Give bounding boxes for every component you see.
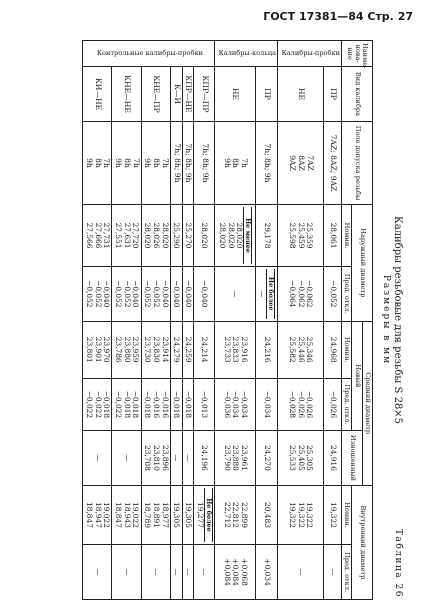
- col-outer-tolerance: Пред. откл.: [342, 266, 352, 321]
- cell-tolerance-value: 9h: [114, 158, 124, 168]
- cell-outer-nom-value: 27,631: [122, 222, 132, 249]
- cell-mid-nom-value: 24,279: [172, 336, 182, 363]
- cell-inner-nom-value: 18,847: [85, 502, 95, 528]
- cell-inner-tol-value: +0,068: [239, 558, 249, 586]
- table-row: [141, 41, 170, 600]
- table-row: [112, 41, 141, 600]
- cell-tolerance-value: 7h: [240, 158, 250, 168]
- cell-mid-worn-value: 25,533: [288, 444, 298, 471]
- cell-mid-tol: [323, 378, 341, 430]
- cell-tolerance-value: 9h: [85, 158, 95, 168]
- cell-mid-tol-value: −0,022: [114, 390, 124, 419]
- cell-outer-tol-value: —: [231, 290, 241, 298]
- cell-mid-nom-value: 23,833: [231, 336, 241, 363]
- cell-mid-tol: [215, 378, 256, 430]
- cell-inner-nom-value: 19,322: [305, 502, 315, 528]
- cell-mid-nom-value: 23,801: [85, 336, 95, 363]
- cell-mid-nom: [278, 321, 324, 378]
- cell-outer-tol: [323, 266, 341, 321]
- cell-outer-tol: [83, 266, 112, 321]
- cell-mid-tol-value: −0,034: [231, 390, 241, 419]
- cell-mid-tol-value: −0,013: [200, 390, 210, 419]
- table-row: [170, 41, 182, 600]
- gauge-kind: КПР—ПР: [194, 67, 215, 122]
- cell-outer-nom: [141, 205, 170, 267]
- gauge-table: [82, 40, 373, 600]
- cell-outer-tol: [170, 266, 182, 321]
- cell-outer-nom-value: 28,061: [328, 222, 338, 249]
- cell-tolerance-value: 7h; 8h; 9h: [200, 143, 210, 183]
- cell-inner-nom: [112, 485, 141, 544]
- table-row: [83, 41, 112, 600]
- cell-outer-nom: [215, 205, 256, 267]
- cell-outer-nom-value: 27,720: [131, 222, 141, 249]
- group-label-text: Контрольные калибры-пробки: [97, 48, 204, 57]
- cell-mid-tol: [278, 378, 324, 430]
- cell-inner-nom: [255, 485, 277, 544]
- cell-mid-nom-value: 24,259: [184, 336, 194, 363]
- cell-mid-nom: [83, 321, 112, 378]
- cell-mid-worn-value: 25,305: [305, 444, 315, 471]
- cell-outer-tol-value: −0,040: [200, 280, 210, 308]
- cell-outer-tol-value: −0,052: [122, 280, 132, 308]
- cell-tolerance-value: 7h; 8h; 9h: [262, 143, 272, 183]
- cell-inner-tol-value: —: [328, 568, 338, 576]
- cell-outer-nom-value: 25,598: [288, 222, 298, 249]
- cell-mid-worn-value: 24,196: [200, 444, 210, 471]
- cell-outer-nom: [170, 205, 182, 267]
- cell-mid-nom-value: 23,733: [222, 336, 232, 363]
- cell-outer-tol-value: —: [258, 290, 268, 298]
- cell-mid-nom: [255, 321, 277, 378]
- cell-mid-nom-value: 24,968: [328, 336, 338, 363]
- cell-inner-nom: [141, 485, 170, 544]
- cell-outer-tol-value: −0,062: [296, 280, 306, 308]
- cell-inner-tol: [141, 545, 170, 600]
- cell-inner-tol: [182, 545, 194, 600]
- cell-inner-nom: [323, 485, 341, 544]
- table-subtitle: Размеры в мм: [381, 274, 391, 366]
- cell-inner-nom-value: 18,891: [152, 502, 161, 528]
- cell-mid-tol-value: −0,026: [305, 390, 315, 419]
- col-mid-new: Новый: [352, 321, 362, 430]
- cell-inner-nom-value: 19,322: [328, 502, 338, 528]
- cell-mid-tol: [170, 378, 182, 430]
- cell-inner-tol: [255, 545, 277, 600]
- cell-mid-nom: [215, 321, 256, 378]
- cell-tolerance: [194, 121, 215, 204]
- cell-mid-nom-value: 23,786: [114, 336, 124, 363]
- cell-outer-tol: [112, 266, 141, 321]
- cell-inner-tol: [194, 545, 215, 600]
- cell-mid-nom-value: 23,914: [160, 336, 170, 363]
- cell-outer-tol-value: −0,052: [85, 280, 95, 308]
- cell-mid-tol-value: −0,018: [102, 390, 112, 419]
- cell-mid-tol-value: −0,018: [143, 390, 153, 419]
- cell-mid-worn: [255, 431, 277, 486]
- cell-inner-nom-value: 19,305: [172, 502, 182, 528]
- cell-outer-nom-value: 28,020: [226, 222, 236, 249]
- cell-mid-worn: [194, 431, 215, 486]
- cell-outer-nom-value: 27,566: [85, 222, 95, 249]
- cell-inner-nom-value: 22,712: [222, 502, 232, 528]
- cell-outer-tol: [215, 266, 256, 321]
- group-label: [278, 41, 342, 67]
- cell-outer-nom-value: 28,020: [218, 222, 228, 249]
- cell-inner-tol: [215, 545, 256, 600]
- cell-mid-nom-value: 24,216: [262, 336, 272, 363]
- cell-outer-nom-value: 28,020: [143, 222, 153, 249]
- cell-inner-nom-value: 19,322: [288, 502, 298, 528]
- cell-tolerance: [141, 121, 170, 204]
- cell-inner-nom: [278, 485, 324, 544]
- cell-inner-nom-value: 18,943: [122, 502, 132, 528]
- cell-mid-nom-value: 23,970: [102, 336, 112, 363]
- gauge-kind: ПР: [323, 67, 341, 122]
- group-label: [215, 41, 278, 67]
- group-label-text: Калибры-кольца: [218, 48, 277, 57]
- col-inner-diameter: Внутренний диаметр: [352, 485, 373, 599]
- cell-mid-worn-value: —: [184, 454, 194, 462]
- cell-tolerance-value: 7AZ: [305, 155, 315, 171]
- cell-tolerance-value: 7h: [160, 158, 170, 168]
- gauge-kind: КПР—НЕ: [182, 67, 194, 122]
- table-head: [342, 41, 373, 600]
- cell-outer-tol: [255, 266, 277, 321]
- cell-tolerance: [170, 121, 182, 204]
- cell-outer-tol-value: −0,040: [184, 280, 194, 308]
- cell-mid-worn-value: —: [172, 454, 182, 462]
- gauge-kind: К—И: [170, 67, 182, 122]
- col-mid-tolerance: Пред. откл.: [342, 378, 352, 430]
- cell-mid-nom: [112, 321, 141, 378]
- cell-mid-worn-value: 24,270: [262, 444, 272, 471]
- cell-outer-nom-value: 28,026: [152, 222, 161, 249]
- table-number: Таблица 26: [393, 529, 403, 598]
- cell-outer-tol-value: −0,052: [114, 280, 124, 308]
- cell-mid-worn: [278, 431, 324, 486]
- cell-inner-nom-value: 18,847: [114, 502, 124, 528]
- cell-tolerance-value: 9AZ: [288, 155, 298, 171]
- cell-mid-tol-value: −0,036: [222, 390, 232, 419]
- cell-outer-nom: [83, 205, 112, 267]
- cell-inner-tol-value: +0,034: [262, 558, 272, 586]
- gauge-kind: НЕ: [215, 67, 256, 122]
- table-title: Калибры резьбовые для резьбы S 28×5: [392, 215, 403, 425]
- cell-inner-nom-value: 22,899: [239, 502, 249, 528]
- cell-outer-nom: [255, 205, 277, 267]
- cell-inner-tol-value: —: [184, 568, 194, 576]
- cell-inner-tol-value: —: [122, 568, 132, 576]
- cell-mid-tol-value: −0,018: [172, 390, 182, 419]
- cell-mid-worn: [83, 431, 112, 486]
- cell-inner-tol: [278, 545, 324, 600]
- col-name: Наименование: [342, 41, 373, 67]
- cell-outer-nom-value: 27,551: [114, 222, 124, 249]
- cell-mid-nom-value: 23,916: [239, 336, 249, 363]
- cell-mid-tol-value: −0,022: [85, 390, 95, 419]
- cell-tolerance: [83, 121, 112, 204]
- col-mid-worn: Изношенный: [342, 431, 363, 486]
- gauge-kind: НЕ: [278, 67, 324, 122]
- cell-tolerance: [323, 121, 341, 204]
- cell-mid-worn: [141, 431, 170, 486]
- cell-mid-worn-value: 23,880: [231, 444, 241, 471]
- table-row: [255, 41, 277, 600]
- cell-mid-worn: [215, 431, 256, 486]
- cell-outer-tol-value: −0,040: [131, 280, 141, 308]
- cell-tolerance-value: 8h: [231, 158, 241, 168]
- cell-outer-tol: [194, 266, 215, 321]
- cell-mid-nom: [141, 321, 170, 378]
- cell-mid-tol-value: −0,018: [184, 390, 194, 419]
- col-kind: Вид калибра: [342, 67, 373, 122]
- cell-mid-nom-value: 23,880: [122, 336, 132, 363]
- cell-inner-nom: [170, 485, 182, 544]
- cell-mid-tol-value: −0,018: [122, 390, 132, 419]
- group-label-text: Калибры-пробки: [281, 48, 341, 57]
- cell-inner-tol: [112, 545, 141, 600]
- cell-outer-tol-value: −0,052: [328, 280, 338, 308]
- cell-mid-nom-value: 23,959: [131, 336, 141, 363]
- table-body: [83, 41, 342, 600]
- cell-mid-nom: [170, 321, 182, 378]
- gauge-kind: КИ—НЕ: [83, 67, 112, 122]
- cell-mid-nom-value: 23,901: [93, 336, 103, 363]
- cell-outer-nom-value: 27,666: [93, 222, 103, 249]
- col-outer-diameter: Наружный диаметр: [352, 205, 373, 322]
- cell-tolerance-value: 8h: [152, 158, 162, 168]
- cell-inner-tol-value: +0,084: [231, 558, 241, 586]
- cell-outer-tol-value: −0,062: [305, 280, 315, 308]
- cell-mid-nom-value: 25,446: [296, 336, 306, 363]
- cell-inner-nom-value: 18,977: [160, 502, 170, 528]
- cell-outer-tol: [182, 266, 194, 321]
- cell-tolerance-value: 8h: [93, 158, 103, 168]
- cell-mid-tol: [83, 378, 112, 430]
- cell-mid-nom: [182, 321, 194, 378]
- cell-mid-tol-value: −0,016: [152, 390, 161, 419]
- cell-inner-tol-value: —: [172, 568, 182, 576]
- cell-tolerance: [215, 121, 256, 204]
- group-label: [83, 41, 215, 67]
- page-header: ГОСТ 17381—84 Стр. 27: [263, 10, 413, 23]
- cell-outer-nom-value: 25,459: [296, 222, 306, 249]
- cell-tolerance: [255, 121, 277, 204]
- cell-outer-tol-value: −0,040: [172, 280, 182, 308]
- cell-mid-worn-value: —: [93, 454, 103, 462]
- cell-inner-nom-value: 19,322: [296, 502, 306, 528]
- cell-outer-nom-value: 25,270: [184, 222, 194, 249]
- cell-mid-tol-value: −0,034: [239, 390, 249, 419]
- cell-mid-nom-value: 23,830: [152, 336, 161, 363]
- cell-mid-nom: [194, 321, 215, 378]
- cell-tolerance: [112, 121, 141, 204]
- cell-mid-worn-value: 23,810: [152, 444, 161, 471]
- cell-mid-worn-value: 23,790: [222, 444, 232, 471]
- cell-inner-nom-value: 22,812: [231, 502, 241, 528]
- cell-inner-nom-value: 19,277: [195, 502, 205, 528]
- cell-inner-nom: [182, 485, 194, 544]
- gauge-kind: КНЕ—ПР: [141, 67, 170, 122]
- cell-mid-tol-value: −0,022: [93, 390, 103, 419]
- cell-mid-worn-value: 23,961: [239, 444, 249, 471]
- cell-outer-tol: [141, 266, 170, 321]
- limit-note: Не менее: [243, 207, 252, 264]
- table-row: [278, 41, 324, 600]
- cell-tolerance-value: 7h; 8h; 9h: [184, 143, 194, 183]
- cell-tolerance: [278, 121, 324, 204]
- cell-mid-worn-value: —: [122, 454, 132, 462]
- cell-outer-tol-value: −0,052: [93, 280, 103, 308]
- cell-outer-nom: [278, 205, 324, 267]
- cell-outer-nom-value: 28,020: [200, 222, 210, 249]
- cell-mid-tol-value: −0,026: [328, 390, 338, 419]
- cell-inner-tol-value: —: [152, 568, 161, 576]
- cell-mid-tol-value: −0,026: [296, 390, 306, 419]
- col-tolerance-field: Поле допуска резьбы: [342, 121, 373, 204]
- cell-inner-tol: [170, 545, 182, 600]
- cell-inner-nom: [215, 485, 256, 544]
- cell-mid-tol: [182, 378, 194, 430]
- cell-tolerance-value: 9h: [222, 158, 232, 168]
- cell-mid-nom-value: 25,582: [288, 336, 298, 363]
- col-inner-tolerance: Пред. откл.: [342, 545, 352, 600]
- col-mid-nominal: Номин.: [342, 321, 352, 378]
- limit-note: Не более: [266, 269, 275, 319]
- cell-tolerance-value: 9h: [143, 158, 153, 168]
- cell-inner-tol-value: —: [296, 568, 306, 576]
- cell-inner-nom-value: 19,305: [184, 502, 194, 528]
- cell-tolerance-value: 8h: [122, 158, 132, 168]
- cell-tolerance-value: 7h; 8h; 9h: [172, 143, 182, 183]
- col-inner-nominal: Номин.: [342, 485, 352, 544]
- table-row: [194, 41, 215, 600]
- cell-tolerance-value: 7AZ; 8AZ; 9AZ: [328, 134, 338, 192]
- cell-mid-tol-value: −0,034: [262, 390, 272, 419]
- cell-outer-nom: [112, 205, 141, 267]
- cell-outer-nom-value: 27,731: [102, 222, 112, 249]
- cell-mid-nom-value: 25,346: [305, 336, 315, 363]
- table-row: [182, 41, 194, 600]
- cell-outer-tol-value: −0,040: [102, 280, 112, 308]
- cell-outer-nom-value: 29,178: [262, 222, 272, 249]
- cell-inner-tol-value: +0,084: [222, 558, 232, 586]
- cell-inner-nom: [83, 485, 112, 544]
- cell-mid-nom: [323, 321, 341, 378]
- cell-mid-tol: [194, 378, 215, 430]
- limit-note: Не более: [204, 488, 213, 542]
- cell-outer-nom-value: 28,020: [235, 222, 245, 249]
- cell-inner-nom: [194, 485, 215, 544]
- table-row: [215, 41, 256, 600]
- cell-inner-nom-value: 19,022: [102, 502, 112, 528]
- cell-mid-worn: [182, 431, 194, 486]
- cell-outer-nom-value: 28,020: [160, 222, 170, 249]
- cell-outer-nom-value: 25,290: [172, 222, 182, 249]
- cell-inner-tol: [83, 545, 112, 600]
- cell-mid-worn: [323, 431, 341, 486]
- cell-mid-worn: [170, 431, 182, 486]
- cell-outer-tol-value: −0,052: [143, 280, 153, 308]
- cell-tolerance-value: 7h: [102, 158, 112, 168]
- table-row: [323, 41, 341, 600]
- cell-mid-worn: [112, 431, 141, 486]
- cell-mid-tol-value: −0,028: [288, 390, 298, 419]
- rotated-table-sheet: [12, 40, 407, 600]
- cell-mid-tol: [141, 378, 170, 430]
- gauge-kind: ПР: [255, 67, 277, 122]
- cell-mid-tol-value: −0,018: [131, 390, 141, 419]
- cell-outer-nom: [194, 205, 215, 267]
- cell-outer-tol: [278, 266, 324, 321]
- cell-tolerance-value: 8AZ: [296, 155, 306, 171]
- cell-mid-nom-value: 23,730: [143, 336, 153, 363]
- cell-outer-tol-value: −0,064: [288, 280, 298, 308]
- cell-mid-tol-value: −0,016: [160, 390, 170, 419]
- cell-outer-tol-value: −0,052: [152, 280, 161, 308]
- cell-mid-worn-value: 25,405: [296, 444, 306, 471]
- cell-tolerance: [182, 121, 194, 204]
- col-mid-diameter: Средний диаметр: [362, 321, 372, 485]
- cell-mid-tol: [112, 378, 141, 430]
- col-outer-nominal: Номин.: [342, 205, 352, 267]
- cell-inner-tol-value: —: [93, 568, 103, 576]
- cell-inner-nom-value: 20,483: [262, 502, 272, 528]
- cell-outer-tol-value: −0,040: [160, 280, 170, 308]
- cell-mid-tol: [255, 378, 277, 430]
- cell-inner-tol-value: —: [200, 568, 210, 576]
- cell-inner-nom-value: 18,789: [143, 502, 153, 528]
- gauge-kind: КНЕ—НЕ: [112, 67, 141, 122]
- cell-outer-nom: [323, 205, 341, 267]
- cell-inner-nom-value: 18,947: [93, 502, 103, 528]
- cell-mid-worn-value: 23,708: [143, 444, 153, 471]
- cell-mid-worn-value: 24,916: [328, 444, 338, 471]
- cell-tolerance-value: 7h: [131, 158, 141, 168]
- cell-mid-worn-value: 23,896: [160, 444, 170, 471]
- cell-inner-tol: [323, 545, 341, 600]
- cell-mid-nom-value: 24,214: [200, 336, 210, 363]
- cell-outer-nom-value: 25,359: [305, 222, 315, 249]
- cell-inner-nom-value: 19,022: [131, 502, 141, 528]
- cell-outer-nom: [182, 205, 194, 267]
